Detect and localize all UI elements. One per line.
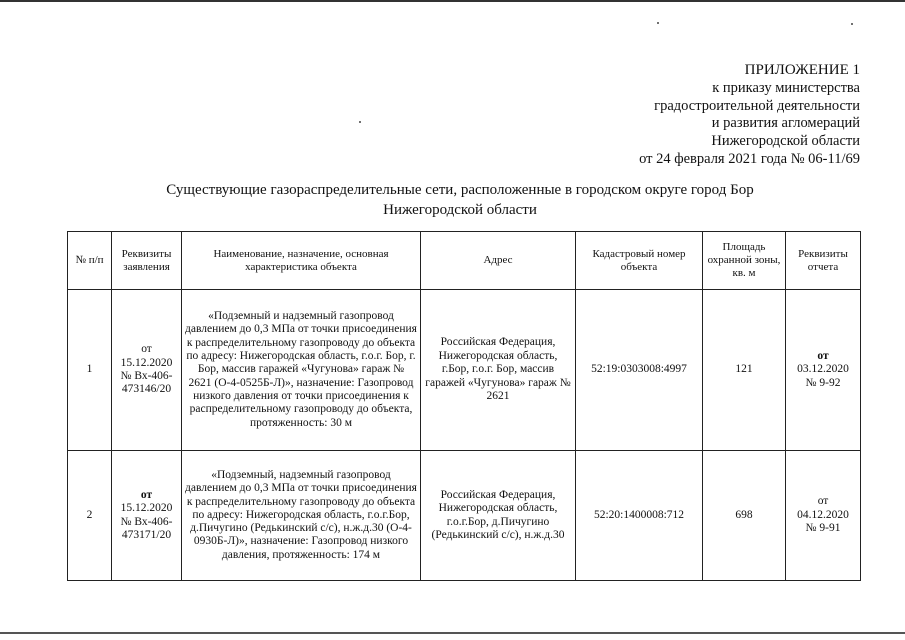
table-header-row [68, 232, 861, 290]
cell-address: Российская Федерация, Нижегородская область, г.Бор, г.о.г. Бор, массив гаражей «Чугунова» гараж № 2621 [421, 290, 576, 451]
document-title-line: Нижегородской области [383, 202, 537, 218]
appendix-line: от 24 февраля 2021 года № 06-11/69 [639, 150, 860, 167]
cell-report [786, 451, 861, 581]
scan-speck [359, 121, 361, 123]
column-header-cadastral: Кадастровый номер объекта [576, 232, 703, 290]
top-scan-edge [0, 0, 905, 2]
column-header-report: Реквизиты отчета [786, 232, 861, 290]
appendix-line: градостроительной деятельности [654, 97, 860, 114]
column-header-address: Адрес [421, 232, 576, 290]
column-header-number: № п/п [68, 232, 112, 290]
document-title-line: Существующие газораспределительные сети, расположенные в городском округе город Бор [166, 182, 754, 198]
report-date: 03.12.2020 [797, 363, 849, 376]
cell-description: «Подземный, надземный газопровод давлением до 0,3 МПа от точки присоединения к распределительному газопроводу до объекта по адресу: Нижегородская область, г.о.г.Бор, д.Пичугино (Редькинский с/с), н.ж.д.30 (О-4-0930Б-Л)», назначение: Газопровод низкого давления, протяженность: 174 м [182, 451, 421, 581]
application-from: от [140, 488, 153, 501]
scan-speck [851, 23, 853, 25]
report-from: от [817, 349, 829, 362]
cell-area: 121 [703, 290, 786, 451]
scan-speck [657, 22, 659, 24]
application-date: 15.12.2020 [120, 356, 173, 369]
cell-number: 1 [68, 290, 112, 451]
report-from: от [817, 495, 829, 508]
appendix-line: Нижегородской области [711, 133, 860, 150]
cell-cadastral: 52:19:0303008:4997 [576, 290, 703, 451]
application-number: № Вх-406-473171/20 [120, 515, 173, 541]
appendix-heading: ПРИЛОЖЕНИЕ 1 [744, 62, 860, 78]
cell-application [112, 451, 182, 581]
cell-address: Российская Федерация, Нижегородская область, г.о.г.Бор, д.Пичугино (Редькинский с/с), н.ж.д.30 [421, 451, 576, 581]
table-row [68, 451, 861, 581]
cell-area: 698 [703, 451, 786, 581]
cell-application [112, 290, 182, 451]
document-title [150, 180, 770, 220]
cell-report [786, 290, 861, 451]
cell-description: «Подземный и надземный газопровод давлением до 0,3 МПа от точки присоединения к распределительному газопроводу до объекта по адресу: Нижегородская область, г.о.г. Бор, г. Бор, массив гаражей «Чугунова» гараж № 2621 (О-4-0525Б-Л)», назначение: Газопровод низкого давления от точки присоединения к распределительному газопроводу до объекта, протяженность: 30 м [182, 290, 421, 451]
application-date: 15.12.2020 [120, 502, 173, 515]
application-number: № Вх-406-473146/20 [120, 370, 173, 396]
gas-network-table [67, 231, 861, 581]
column-header-area: Площадь охранной зоны, кв. м [703, 232, 786, 290]
report-number: № 9-92 [805, 376, 841, 389]
appendix-line: и развития агломераций [711, 115, 860, 132]
bottom-scan-edge [0, 632, 905, 634]
appendix-block [639, 62, 860, 169]
column-header-description: Наименование, назначение, основная характеристика объекта [182, 232, 421, 290]
column-header-application: Реквизиты заявления [112, 232, 182, 290]
appendix-line: к приказу министерства [712, 79, 860, 96]
cell-number: 2 [68, 451, 112, 581]
report-date: 04.12.2020 [797, 508, 849, 521]
table-row [68, 290, 861, 451]
cell-cadastral: 52:20:1400008:712 [576, 451, 703, 581]
report-number: № 9-91 [805, 522, 841, 535]
application-from: от [141, 343, 152, 356]
